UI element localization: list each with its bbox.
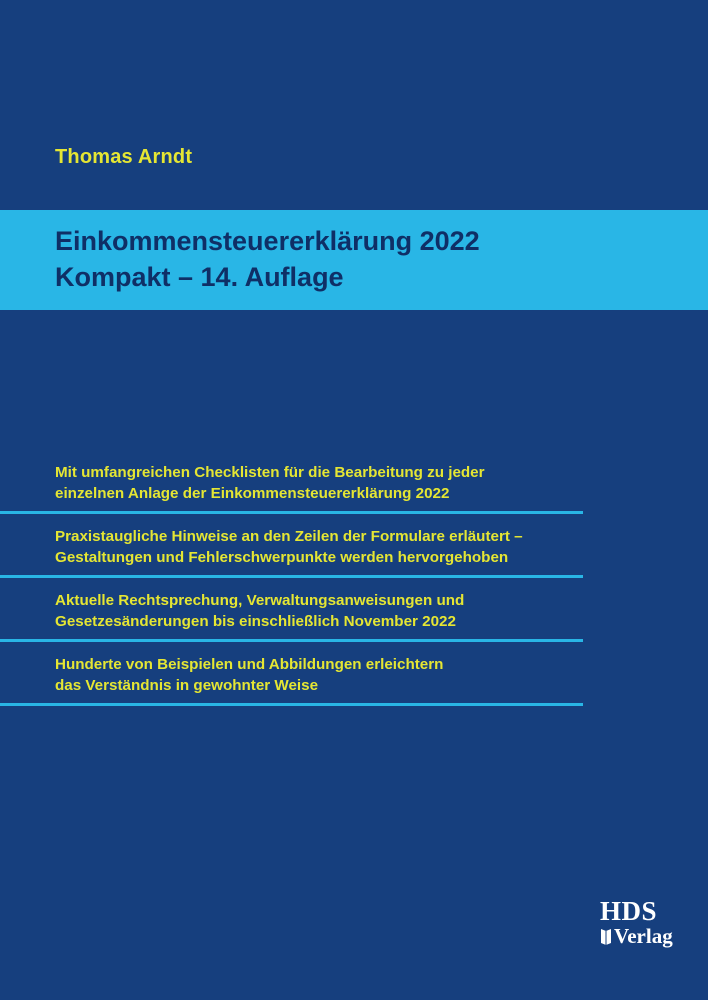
publisher-suffix-row bbox=[600, 924, 673, 948]
book-icon bbox=[600, 927, 612, 945]
feature-text-line: Mit umfangreichen Checklisten für die Bearbeitung zu jeder bbox=[55, 464, 485, 481]
book-title-line-1: Einkommensteuererklärung 2022 bbox=[55, 226, 480, 256]
author-name: Thomas Arndt bbox=[55, 146, 193, 168]
feature-divider bbox=[0, 639, 583, 642]
feature-list bbox=[55, 462, 583, 718]
feature-text-line: das Verständnis in gewohnter Weise bbox=[55, 677, 319, 694]
feature-text-line: Praxistaugliche Hinweise an den Zeilen der Formulare erläutert – bbox=[55, 528, 523, 545]
publisher-logo bbox=[598, 896, 672, 952]
feature-text-line: Gestaltungen und Fehlerschwerpunkte werden hervorgehoben bbox=[55, 549, 509, 566]
feature-item bbox=[55, 526, 583, 578]
publisher-suffix: Verlag bbox=[614, 923, 673, 948]
feature-text-line: Gesetzesänderungen bis einschließlich November 2022 bbox=[55, 613, 456, 630]
title-band bbox=[0, 210, 708, 310]
feature-item bbox=[55, 654, 583, 706]
feature-item bbox=[55, 462, 583, 514]
publisher-name: HDS bbox=[600, 896, 658, 926]
feature-item bbox=[55, 590, 583, 642]
feature-text-line: Aktuelle Rechtsprechung, Verwaltungsanweisungen und bbox=[55, 592, 465, 609]
feature-divider bbox=[0, 511, 583, 514]
feature-divider bbox=[0, 575, 583, 578]
feature-text-line: Hunderte von Beispielen und Abbildungen erleichtern bbox=[55, 656, 444, 673]
feature-divider bbox=[0, 703, 583, 706]
feature-text-line: einzelnen Anlage der Einkommensteuererklärung 2022 bbox=[55, 485, 450, 502]
book-title-line-2: Kompakt – 14. Auflage bbox=[55, 262, 344, 292]
